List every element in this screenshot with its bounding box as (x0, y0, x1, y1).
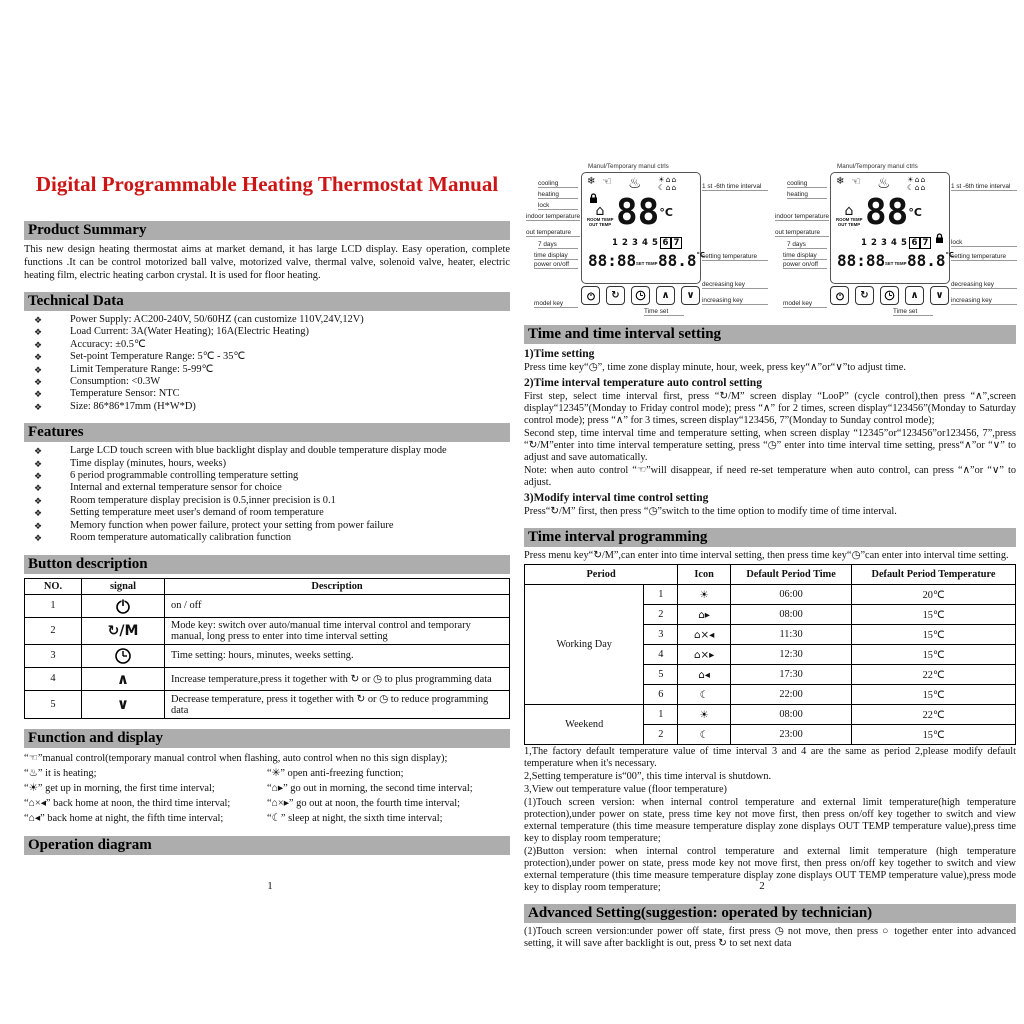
programming-intro-text: Press menu key“↻/M”,can enter into time interval setting, then press time key“◷”can enter into interval time setting. (524, 550, 1009, 561)
subheading-auto-control: 2)Time interval temperature auto control setting (524, 377, 762, 389)
section-header-features: Features (24, 423, 510, 442)
function-line (24, 751, 510, 766)
cell-signal (82, 644, 165, 667)
snowflake-icon: ❄ (587, 176, 596, 187)
list-item (24, 326, 510, 338)
section-header-time-setting: Time and time interval setting (524, 325, 1016, 344)
advanced-setting-text: (1)Touch screen version:under power off state, first press ◷ not move, then press ○ together enter into advanced setting, it will save after backlight is out, press ↻ to set next data (524, 926, 1016, 949)
cell-no: 3 (25, 644, 82, 667)
list-item (24, 364, 510, 376)
modify-interval-text: Press“↻/M” first, then press “◷”switch to the time option to modify time of time interval. (524, 506, 897, 517)
cell-description: Increase temperature,press it together with ↻ or ◷ to plus programming data (165, 667, 510, 690)
label-time-set: Time set (644, 308, 684, 316)
cell-no: 1 (25, 594, 82, 617)
list-item-text: Size: 86*86*17mm (H*W*D) (70, 400, 196, 412)
cell-signal (82, 594, 165, 617)
subheading-time-setting: 1)Time setting (524, 348, 595, 360)
list-item-text: Set-point Temperature Range: 5℃ - 35℃ (70, 351, 246, 363)
temp-digits: 88 (865, 192, 909, 233)
auto-control-step2-text: Second step, time interval time and temperature setting, when screen display “12345”or“123456”or123456, 7”,press “↻/M”enter into time interval temperature setting, press “◷” enter into time interval time setting, press“∧”or “∨” to adjust and save automatically. (524, 428, 1016, 463)
section-header-function-display: Function and display (24, 729, 510, 748)
label-cooling: cooling (538, 180, 578, 188)
diamond-bullet-icon: ❖ (34, 364, 43, 375)
label-time-display: time display (534, 252, 578, 260)
diamond-bullet-icon: ❖ (34, 471, 43, 482)
diamond-bullet-icon: ❖ (34, 315, 43, 325)
lcd-screen (830, 172, 955, 284)
note-3-button-version: (2)Button version: when internal control temperature and external limit temperature (high temperature protection),under power on state, press mode key not move first, then press on/off key together to switch and view external temperature (this time measure temperature display zone displays OUT TEMP temperature value),press mode key to display room temperature; (524, 846, 1016, 893)
house-icon: ⌂ (595, 203, 605, 219)
section-header-technical-data: Technical Data (24, 292, 510, 311)
diamond-bullet-icon: ❖ (34, 352, 43, 363)
diamond-bullet-icon: ❖ (34, 508, 43, 519)
mode-icon: ↻/M (107, 622, 139, 639)
col-header-icon: Icon (678, 565, 731, 585)
label-model-key: model key (783, 300, 827, 308)
cell-period-working-day: Working Day (525, 585, 644, 705)
mode-icon: ↻ (611, 290, 620, 301)
note-3: 3,View out temperature value (floor temperature) (524, 784, 727, 795)
moon-icon: ☾ (658, 183, 666, 192)
label-heating: heating (538, 191, 578, 199)
table-row (25, 690, 510, 718)
note-2: 2,Setting temperature is“00”, this time interval is shutdown. (524, 771, 772, 782)
power-button (581, 286, 600, 305)
time-readout: 88:88 (588, 251, 637, 270)
note-1: 1,The factory default temperature value of time interval 3 and 4 are the same as period 2,please modify default temperature when it's necessary. (524, 746, 1016, 769)
function-line (24, 766, 510, 781)
label-setting-temperature: setting temperature (951, 253, 1017, 261)
heating-icon: ♨ (877, 174, 891, 192)
diamond-bullet-icon: ❖ (34, 446, 43, 457)
week-day-indicators: 1 2 3 4 5 6 7 (610, 237, 682, 249)
cell-no: 2 (25, 617, 82, 644)
setting-temperature-readout: 88.8℃ (907, 251, 955, 270)
table-row: 2 ⌂▸ 08:00 15℃ (525, 605, 1016, 625)
label-power-on-off: power on/off (534, 261, 578, 269)
section-header-button-description: Button description (24, 555, 510, 574)
list-item-text: Temperature Sensor: NTC (70, 388, 180, 400)
section-header-advanced-setting: Advanced Setting(suggestion: operated by technician) (524, 904, 1016, 923)
house-icon: ⌂ (671, 183, 678, 192)
col-header-signal: signal (82, 578, 165, 594)
up-arrow-icon: ∧ (116, 669, 130, 688)
list-item-text: Setting temperature meet user's demand of room temperature (70, 507, 324, 519)
house-icon: ⌂ (665, 183, 672, 192)
clock-icon (114, 647, 132, 665)
function-line-text: “⌂×▸” go out at noon, the fourth time interval; (267, 797, 461, 809)
label-time-interval: 1 st -6th time interval (951, 183, 1017, 191)
col-header-description: Description (165, 578, 510, 594)
house-icon: ⌂ (920, 183, 927, 192)
page-number-2: 2 (759, 880, 765, 892)
lcd-diagram-touch-version (524, 163, 767, 315)
house-icon: ⌂ (665, 175, 672, 184)
list-item (24, 507, 510, 519)
house-back-night-icon: ⌂◂ (678, 665, 731, 685)
celsius-unit: °C (659, 206, 673, 219)
set-temp-label: SET TEMP (636, 261, 658, 266)
list-item (24, 495, 510, 507)
manual-hand-icon: ☜ (851, 175, 861, 188)
page-1 (24, 168, 510, 858)
page-number-1: 1 (267, 880, 273, 892)
cell-signal (82, 617, 165, 644)
down-arrow-icon: ∨ (116, 695, 130, 713)
list-item-text: 6 period programmable controlling temperature setting (70, 470, 299, 482)
function-line (24, 811, 510, 826)
function-line-text: “☾” sleep at night, the sixth time interval; (267, 812, 443, 824)
table-row: 6 ☾ 22:00 15℃ (525, 685, 1016, 705)
table-row: Weekend 1 ☀ 08:00 22℃ (525, 705, 1016, 725)
cell-signal (82, 690, 165, 718)
mode-button (606, 286, 625, 305)
section-header-time-interval-programming: Time interval programming (524, 528, 1016, 547)
lcd-diagrams (524, 163, 1016, 315)
list-item (24, 482, 510, 494)
label-increasing-key: increasing key (951, 297, 1017, 305)
label-indoor-temperature: indoor temperature (775, 213, 829, 220)
increase-button (905, 286, 924, 305)
indoor-temp-house-icon (587, 205, 613, 228)
page-title: Digital Programmable Heating Thermostat Manual (35, 172, 499, 196)
label-time-display: time display (783, 252, 827, 260)
diamond-bullet-icon: ❖ (34, 495, 43, 506)
cell-no: 4 (25, 667, 82, 690)
table-row (25, 644, 510, 667)
list-item (24, 401, 510, 413)
time-set-button (631, 286, 650, 305)
function-line-text: “♨” it is heating; (24, 767, 97, 779)
moon-icon: ☾ (678, 725, 731, 745)
table-row: 3 ⌂×◂ 11:30 15℃ (525, 625, 1016, 645)
table-header-row (525, 565, 1016, 585)
diamond-bullet-icon: ❖ (34, 520, 43, 531)
house-icon: ⌂ (671, 175, 678, 184)
list-item-text: Time display (minutes, hours, weeks) (70, 457, 227, 469)
time-set-button (880, 286, 899, 305)
celsius-unit: ℃ (945, 251, 955, 259)
col-header-default-temp: Default Period Temperature (852, 565, 1016, 585)
auto-control-note-text: Note: when auto control “☜”will disappear, if need re-set temperature when auto control, can press “∧”or “∨” to adjust. (524, 465, 1016, 488)
cell-description: on / off (165, 594, 510, 617)
list-item-text: Consumption: <0.3W (70, 376, 161, 388)
list-item (24, 376, 510, 388)
time-interval-programming-table (524, 564, 1016, 745)
label-7-days: 7 days (787, 241, 827, 249)
lcd-screen (581, 172, 706, 284)
label-indoor-temperature: indoor temperature (526, 213, 580, 220)
diamond-bullet-icon: ❖ (34, 533, 43, 544)
mode-button (855, 286, 874, 305)
decrease-button (930, 286, 949, 305)
page-2 (524, 163, 1016, 951)
out-temp-label: OUT TEMP (837, 221, 861, 227)
lcd-top-label: Manul/Temporary manul ctrls (837, 163, 918, 170)
sun-icon: ☀ (678, 585, 731, 605)
lock-icon (935, 231, 944, 249)
room-temp-label: ROOM TEMP (587, 217, 614, 222)
house-icon: ⌂ (920, 175, 927, 184)
list-item (24, 520, 510, 532)
diamond-bullet-icon: ❖ (34, 327, 43, 338)
manual-hand-icon: ☜ (602, 175, 612, 188)
list-item (24, 532, 510, 544)
diamond-bullet-icon: ❖ (34, 389, 43, 400)
table-row: 2 ☾ 23:00 15℃ (525, 725, 1016, 745)
section-header-operation-diagram: Operation diagram (24, 836, 510, 855)
function-line-text: “⌂◂” back home at night, the fifth time interval; (24, 812, 224, 824)
diamond-bullet-icon: ❖ (34, 401, 43, 412)
house-go-out-noon-icon: ⌂×▸ (678, 645, 731, 665)
lcd-top-label: Manul/Temporary manul ctrls (588, 163, 669, 170)
function-line-text: “☜”manual control(temporary manual control when flashing, auto control when no this sign display); (24, 752, 448, 764)
function-display-lines (24, 751, 510, 826)
house-icon: ⌂ (844, 203, 854, 219)
diamond-bullet-icon: ❖ (34, 339, 43, 350)
list-item (24, 470, 510, 482)
cell-signal (82, 667, 165, 690)
house-icon: ⌂ (914, 175, 921, 184)
function-line-text: “⌂▸” go out in morning, the second time interval; (267, 782, 473, 794)
set-temp-label: SET TEMP (885, 261, 907, 266)
list-item-text: Accuracy: ±0.5℃ (70, 338, 146, 350)
list-item-text: Memory function when power failure, protect your setting from power failure (70, 519, 394, 531)
col-header-period: Period (525, 565, 678, 585)
house-back-noon-icon: ⌂×◂ (678, 625, 731, 645)
function-line (24, 796, 510, 811)
label-power-on-off: power on/off (783, 261, 827, 269)
label-time-interval: 1 st -6th time interval (702, 183, 768, 191)
lcd-buttons (830, 286, 949, 305)
label-cooling: cooling (787, 180, 827, 188)
label-heating: heating (787, 191, 827, 199)
main-temperature-readout (616, 192, 673, 233)
house-icon: ⌂ (914, 183, 921, 192)
product-summary-text: This new design heating thermostat aims at market demand, it has large LCD display. Easy operation, complete functions .It can be control motorized ball valve, motorized valve, thermal valve, solenoid valve, heater, electric heating film, electric heating carbon crystal. It is used for floor heating. (24, 244, 510, 281)
decrease-button (681, 286, 700, 305)
list-item-text: Limit Temperature Range: 5-99℃ (70, 363, 214, 375)
note-3-touch-version: (1)Touch screen version: when internal control temperature and external limit temperature(high temperature protection),under power on state, press time key not move first, then press on/off key together to switch and view external temperature (this time measure temperature display zone displays OUT TEMP temperature value),press time key to display room temperature; (524, 797, 1016, 844)
table-row (25, 594, 510, 617)
list-item (24, 339, 510, 351)
power-icon (114, 597, 132, 615)
power-button (830, 286, 849, 305)
label-7-days: 7 days (538, 241, 578, 249)
week-day-indicators: 1 2 3 4 5 6 7 (859, 237, 931, 249)
label-increasing-key: increasing key (702, 297, 768, 305)
diamond-bullet-icon: ❖ (34, 483, 43, 494)
list-item-text: Internal and external temperature sensor for choice (70, 482, 282, 494)
label-decreasing-key: decreasing key (951, 281, 1017, 289)
section-header-product-summary: Product Summary (24, 221, 510, 240)
label-out-temperature: out temperature (775, 229, 829, 237)
sun-icon: ☀ (678, 705, 731, 725)
function-line-text: “☀” get up in morning, the first time interval; (24, 782, 215, 794)
list-item-text: Room temperature display precision is 0.5,inner precision is 0.1 (70, 494, 336, 506)
function-line-text: “✳” open anti-freezing function; (267, 767, 404, 779)
cell-no: 5 (25, 690, 82, 718)
moon-icon: ☾ (907, 183, 915, 192)
down-arrow-icon: ∨ (935, 290, 944, 301)
out-temp-label: OUT TEMP (588, 221, 612, 227)
function-line (24, 781, 510, 796)
diamond-bullet-icon: ❖ (34, 377, 43, 388)
lcd-buttons (581, 286, 700, 305)
increase-button (656, 286, 675, 305)
table-row: Working Day 1 ☀ 06:00 20℃ (525, 585, 1016, 605)
celsius-unit: °C (908, 206, 922, 219)
label-lock: lock (538, 202, 578, 210)
button-description-table (24, 578, 510, 719)
cell-description: Time setting: hours, minutes, weeks setting. (165, 644, 510, 667)
diamond-bullet-icon: ❖ (34, 458, 43, 469)
time-interval-icons (658, 176, 677, 192)
auto-control-step1-text: First step, select time interval first, press “↻/M” screen display “LooP” (cycle control),then press “∧”,screen display“12345”(Monday to Friday control mode); press “∧” for 2 times, screen display“123456”(Monday to Saturday control mode); press “∧” for 3 times, screen display“123456, 7”(Monday to Sunday control mode); (524, 391, 1016, 426)
cell-description: Decrease temperature, press it together with ↻ or ◷ to reduce programming data (165, 690, 510, 718)
up-arrow-icon: ∧ (661, 290, 670, 301)
main-temperature-readout (865, 192, 922, 233)
label-setting-temperature: setting temperature (702, 253, 768, 261)
list-item-text: Large LCD touch screen with blue backlight display and double temperature display mode (70, 445, 447, 457)
label-lock: lock (951, 239, 1017, 247)
table-row (25, 617, 510, 644)
list-item (24, 458, 510, 470)
temp-digits: 88 (616, 192, 660, 233)
lcd-diagram-button-version (773, 163, 1016, 315)
celsius-unit: ℃ (696, 251, 706, 259)
snowflake-icon: ❄ (836, 176, 845, 187)
col-header-no: NO. (25, 578, 82, 594)
up-arrow-icon: ∧ (910, 290, 919, 301)
subheading-modify-interval: 3)Modify interval time control setting (524, 492, 709, 504)
room-temp-label: ROOM TEMP (836, 217, 863, 222)
list-item (24, 445, 510, 457)
list-item (24, 351, 510, 363)
features-list (24, 445, 510, 544)
house-go-out-icon: ⌂▸ (678, 605, 731, 625)
table-row (25, 667, 510, 690)
list-item-text: Room temperature automatically calibration function (70, 532, 292, 544)
col-header-default-time: Default Period Time (731, 565, 852, 585)
sun-icon: ☀ (658, 175, 666, 184)
heating-icon: ♨ (628, 174, 642, 192)
cell-period-weekend: Weekend (525, 705, 644, 745)
cell-description: Mode key: switch over auto/manual time interval control and temporary manual, long press to enter into time interval setting (165, 617, 510, 644)
table-row: 4 ⌂×▸ 12:30 15℃ (525, 645, 1016, 665)
time-readout: 88:88 (837, 251, 886, 270)
setting-temperature-readout: 88.8℃ (658, 251, 706, 270)
list-item (24, 314, 510, 326)
label-decreasing-key: decreasing key (702, 281, 768, 289)
technical-data-list (24, 314, 510, 413)
table-header-row (25, 578, 510, 594)
down-arrow-icon: ∨ (686, 290, 695, 301)
sun-icon: ☀ (907, 175, 915, 184)
label-out-temperature: out temperature (526, 229, 580, 237)
list-item-text: Power Supply: AC200-240V, 50/60HZ (can customize 110V,24V,12V) (70, 314, 364, 325)
list-item (24, 388, 510, 400)
label-time-set: Time set (893, 308, 933, 316)
moon-icon: ☾ (678, 685, 731, 705)
label-model-key: model key (534, 300, 578, 308)
indoor-temp-house-icon (836, 205, 862, 228)
list-item-text: Load Current: 3A(Water Heating); 16A(Electric Heating) (70, 326, 309, 338)
function-line-text: “⌂×◂” back home at noon, the third time interval; (24, 797, 231, 809)
time-interval-icons (907, 176, 926, 192)
time-setting-text: Press time key“◷”, time zone display minute, hour, week, press key“∧”or“∨”to adjust time. (524, 362, 906, 373)
table-row: 5 ⌂◂ 17:30 22℃ (525, 665, 1016, 685)
mode-icon: ↻ (860, 290, 869, 301)
